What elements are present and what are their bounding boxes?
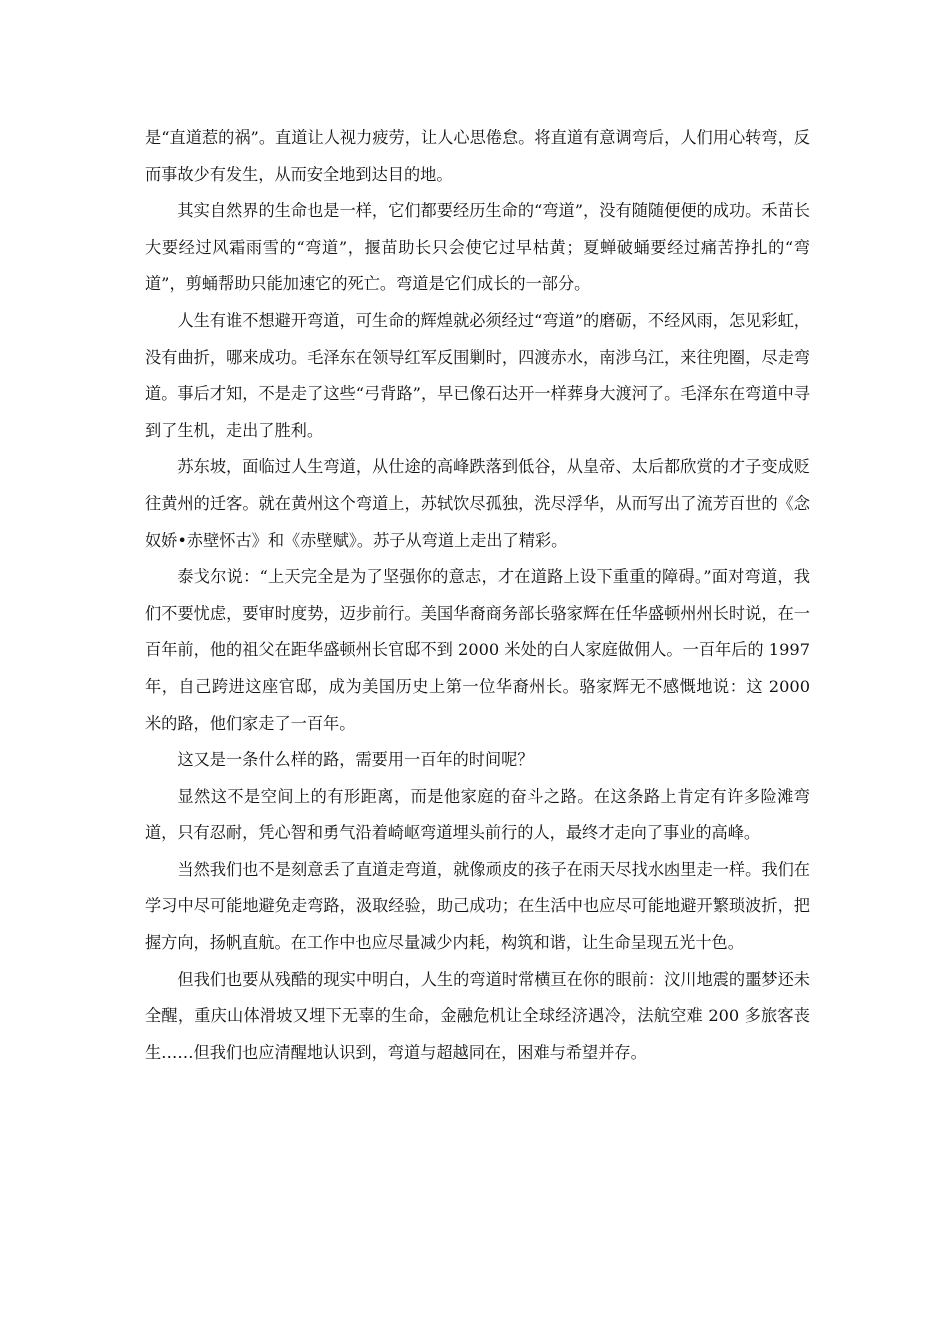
- essay-body: [145, 120, 810, 1071]
- paragraph-6: 这又是一条什么样的路，需要用一百年的时间呢？: [177, 750, 534, 770]
- paragraph-1-continued: 是“直道惹的祸”。直道让人视力疲劳，让人心思倦怠。将直道有意调弯后，人们用心转弯，反而事故少有发生，从而安全地到达目的地。: [145, 128, 810, 184]
- paragraph-2: 其实自然界的生命也是一样，它们都要经历生命的“弯道”，没有随随便便的成功。禾苗长大要经过风霜雨雪的“弯道”，揠苗助长只会使它过早枯黄；夏蝉破蛹要经过痛苦挣扎的“弯道”，剪蛹帮助只能加速它的死亡。弯道是它们成长的一部分。: [145, 201, 810, 294]
- paragraph-7: 显然这不是空间上的有形距离，而是他家庭的奋斗之路。在这条路上肯定有许多险滩弯道，只有忍耐，凭心智和勇气沿着崎岖弯道埋头前行的人，最终才走向了事业的高峰。: [145, 786, 810, 843]
- paragraph-3: 人生有谁不想避开弯道，可生命的辉煌就必须经过“弯道”的磨砺，不经风雨，怎见彩虹，没有曲折，哪来成功。毛泽东在领导红军反围剿时，四渡赤水，南涉乌江，来往兜圈，尽走弯道。事后才知，不是走了这些“弓背路”，早已像石达开一样葬身大渡河了。毛泽东在弯道中寻到了生机，走出了胜利。: [145, 310, 810, 440]
- paragraph-8: 当然我们也不是刻意丢了直道走弯道，就像顽皮的孩子在雨天尽找水凼里走一样。我们在学习中尽可能地避免走弯路，汲取经验，助己成功；在生活中也应尽可能地避开繁琐波折，把握方向，扬帆直航。在工作中也应尽量减少内耗，构筑和谐，让生命呈现五光十色。: [145, 859, 810, 953]
- paragraph-9: 但我们也要从残酷的现实中明白，人生的弯道时常横亘在你的眼前：汶川地震的噩梦还未全醒，重庆山体滑坡又埋下无辜的生命，金融危机让全球经济遇冷，法航空难 200 多旅客丧生……但我们也应清醒地认识到，弯道与超越同在，困难与希望并存。: [145, 969, 810, 1062]
- paragraph-4: 苏东坡，面临过人生弯道，从仕途的高峰跌落到低谷，从皇帝、太后都欣赏的才子变成贬往黄州的迁客。就在黄州这个弯道上，苏轼饮尽孤独，洗尽浮华，从而写出了流芳百世的《念奴娇•赤壁怀古》和《赤壁赋》。苏子从弯道上走出了精彩。: [145, 457, 810, 550]
- paragraph-5: 泰戈尔说：“上天完全是为了坚强你的意志，才在道路上设下重重的障碍。”面对弯道，我们不要忧虑，要审时度势，迈步前行。美国华裔商务部长骆家辉在任华盛顿州州长时说，在一百年前，他的祖父在距华盛顿州长官邸不到 2000 米处的白人家庭做佣人。一百年后的 1997 年，自己跨进这座官邸，成为美国历史上第一位华裔州长。骆家辉无不感慨地说：这 2000 米的路，他们家走了一百年。: [145, 567, 810, 733]
